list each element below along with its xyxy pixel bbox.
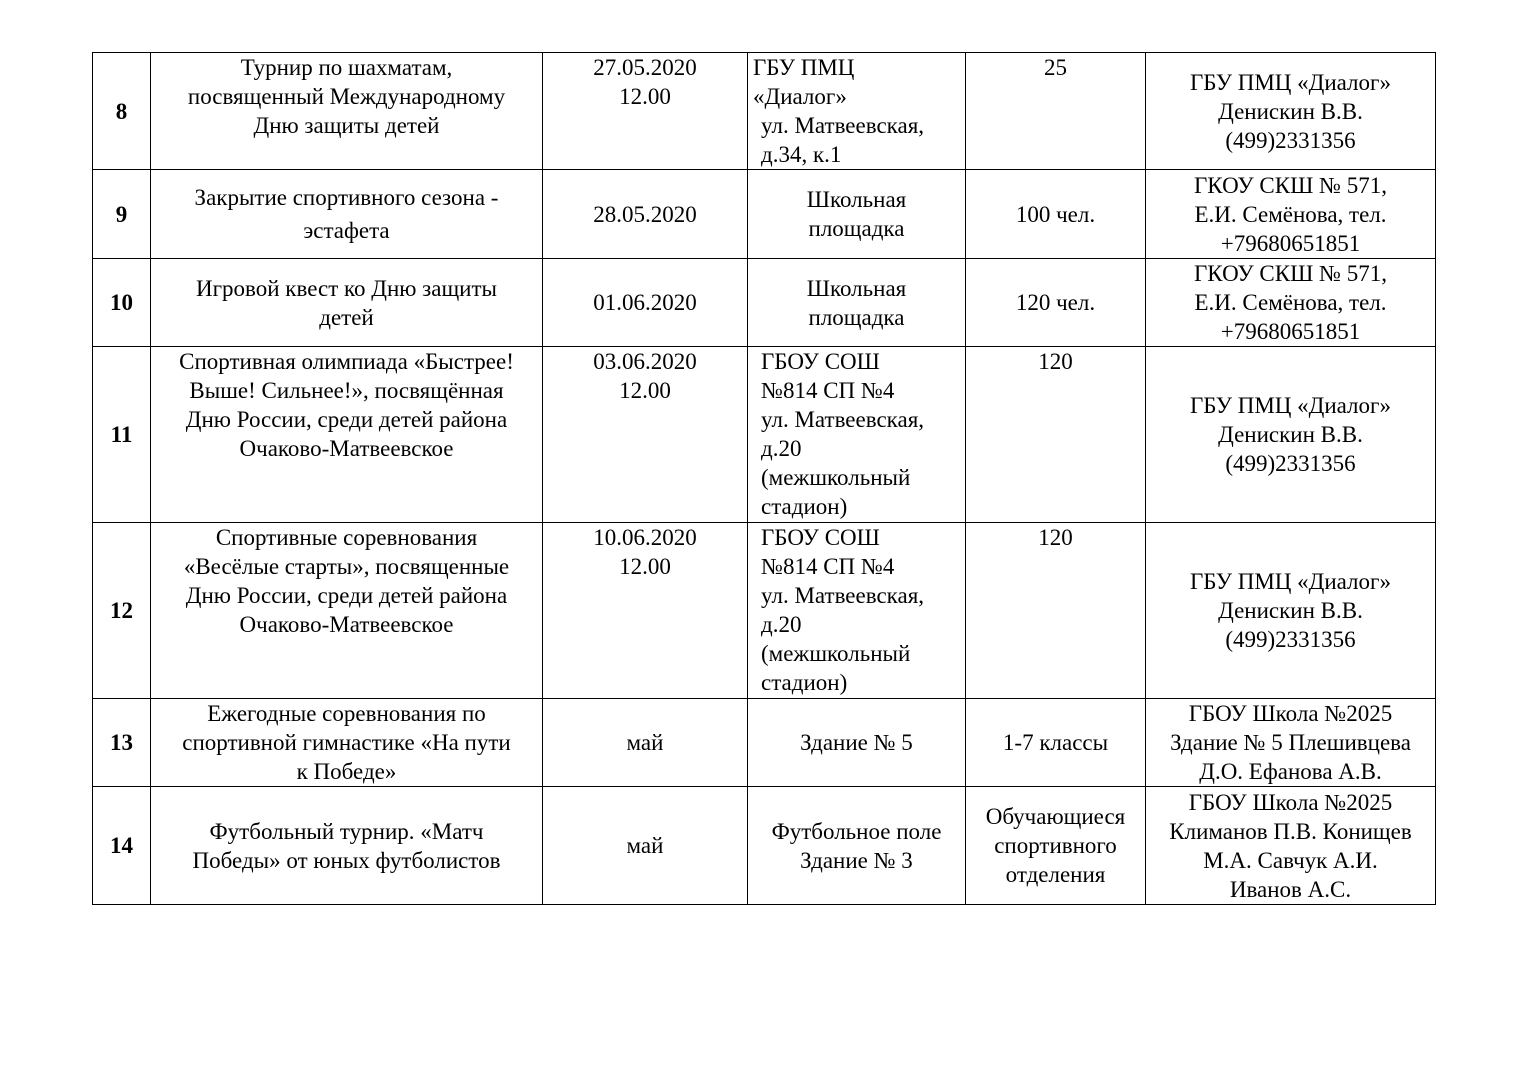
event-title: Турнир по шахматам, посвященный Международному Дню защиты детей — [151, 53, 543, 170]
row-number: 12 — [93, 523, 151, 699]
event-place: Школьная площадка — [748, 259, 966, 347]
row-number: 13 — [93, 699, 151, 787]
row-number: 11 — [93, 347, 151, 523]
row-number: 8 — [93, 53, 151, 170]
event-date: 28.05.2020 — [543, 170, 748, 259]
event-date: май — [543, 787, 748, 905]
organizer: ГБУ ПМЦ «Диалог» Денискин В.В. (499)2331356 — [1146, 347, 1436, 523]
event-date: 01.06.2020 — [543, 259, 748, 347]
event-date: 03.06.2020 12.00 — [543, 347, 748, 523]
table-row — [93, 523, 1436, 699]
participants-count: 1-7 классы — [966, 699, 1146, 787]
row-number: 10 — [93, 259, 151, 347]
table-row — [93, 347, 1436, 523]
event-place: Здание № 5 — [748, 699, 966, 787]
event-title: Закрытие спортивного сезона - эстафета — [151, 170, 543, 259]
table-row — [93, 170, 1436, 259]
organizer: ГБУ ПМЦ «Диалог» Денискин В.В. (499)2331356 — [1146, 53, 1436, 170]
event-title: Ежегодные соревнования по спортивной гимнастике «На пути к Победе» — [151, 699, 543, 787]
event-place: ГБОУ СОШ №814 СП №4 ул. Матвеевская, д.20 (межшкольный стадион) — [748, 347, 966, 523]
event-date: 27.05.2020 12.00 — [543, 53, 748, 170]
event-date: 10.06.2020 12.00 — [543, 523, 748, 699]
organizer: ГБОУ Школа №2025 Климанов П.В. Конищев М.А. Савчук А.И. Иванов А.С. — [1146, 787, 1436, 905]
event-place: ГБУ ПМЦ «Диалог» ул. Матвеевская, д.34, к.1 — [748, 53, 966, 170]
participants-count: 120 — [966, 523, 1146, 699]
participants-count: 120 чел. — [966, 259, 1146, 347]
events-table — [92, 52, 1436, 905]
row-number: 14 — [93, 787, 151, 905]
table-row — [93, 787, 1436, 905]
organizer: ГКОУ СКШ № 571, Е.И. Семёнова, тел. +79680651851 — [1146, 259, 1436, 347]
event-place: ГБОУ СОШ №814 СП №4 ул. Матвеевская, д.20 (межшкольный стадион) — [748, 523, 966, 699]
table-row — [93, 699, 1436, 787]
event-date: май — [543, 699, 748, 787]
table-row — [93, 53, 1436, 170]
participants-count: 100 чел. — [966, 170, 1146, 259]
organizer: ГБОУ Школа №2025 Здание № 5 Плешивцева Д.О. Ефанова А.В. — [1146, 699, 1436, 787]
organizer: ГБУ ПМЦ «Диалог» Денискин В.В. (499)2331356 — [1146, 523, 1436, 699]
event-title: Футбольный турнир. «Матч Победы» от юных футболистов — [151, 787, 543, 905]
participants-count: 120 — [966, 347, 1146, 523]
event-place: Школьная площадка — [748, 170, 966, 259]
event-title: Игровой квест ко Дню защиты детей — [151, 259, 543, 347]
table-row — [93, 259, 1436, 347]
organizer: ГКОУ СКШ № 571, Е.И. Семёнова, тел. +79680651851 — [1146, 170, 1436, 259]
event-place: Футбольное поле Здание № 3 — [748, 787, 966, 905]
participants-count: 25 — [966, 53, 1146, 170]
participants-count: Обучающиеся спортивного отделения — [966, 787, 1146, 905]
event-title: Спортивные соревнования «Весёлые старты», посвященные Дню России, среди детей района Очаково-Матвеевское — [151, 523, 543, 699]
event-title: Спортивная олимпиада «Быстрее! Выше! Сильнее!», посвящённая Дню России, среди детей района Очаково-Матвеевское — [151, 347, 543, 523]
row-number: 9 — [93, 170, 151, 259]
